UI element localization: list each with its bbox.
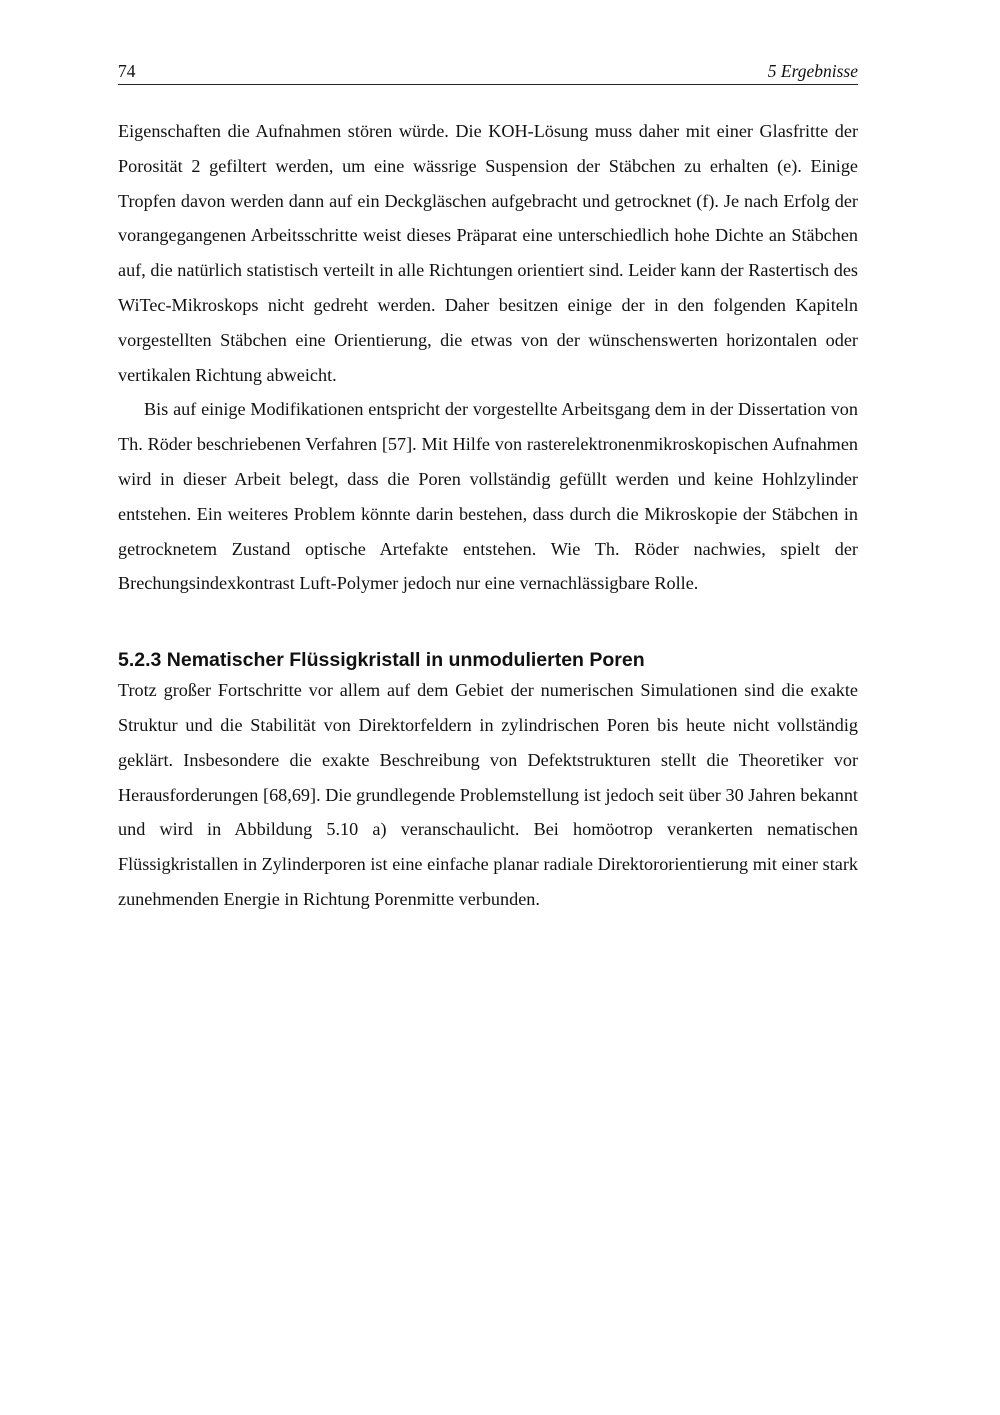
paragraph-continuation: Eigenschaften die Aufnahmen stören würde. Die KOH-Lösung muss daher mit einer Glasfritte der Porosität 2 gefiltert werden, um eine wässrige Suspension der Stäbchen zu erhalten (e). Einige Tropfen davon werden dann auf ein Deckgläschen aufgebracht und getrocknet (f). Je nach Erfolg der vorangegangenen Arbeitsschritte weist dieses Präparat eine unterschiedlich hohe Dichte an Stäbchen auf, die natürlich statistisch verteilt in alle Richtungen orientiert sind. Leider kann der Rastertisch des WiTec-Mikroskops nicht gedreht werden. Daher besitzen einige der in den folgenden Kapiteln vorgestellten Stäbchen eine Orientierung, die etwas von der wünschenswerten horizontalen oder vertikalen Richtung abweicht.: [118, 121, 858, 385]
page-number: 74: [118, 61, 136, 81]
paragraph-procedure: Bis auf einige Modifikationen entspricht der vorgestellte Arbeitsgang dem in der Dissertation von Th. Röder beschriebenen Verfahren [57]. Mit Hilfe von rasterelektronenmikroskopischen Aufnahmen wird in dieser Arbeit belegt, dass die Poren vollständig gefüllt werden und keine Hohlzylinder entstehen. Ein weiteres Problem könnte darin bestehen, dass durch die Mikroskopie der Stäbchen in getrocknetem Zustand optische Artefakte entstehen. Wie Th. Röder nachwies, spielt der Brechungsindexkontrast Luft-Polymer jedoch nur eine vernachlässigbare Rolle.: [118, 399, 858, 594]
chapter-title: 5 Ergebnisse: [767, 61, 858, 81]
document-page: [118, 58, 858, 917]
body-text: [118, 114, 858, 917]
running-header: [118, 58, 858, 85]
section-heading: 5.2.3 Nematischer Flüssigkristall in unmodulierten Poren: [118, 649, 645, 672]
section-paragraph: Trotz großer Fortschritte vor allem auf dem Gebiet der numerischen Simulationen sind die exakte Struktur und die Stabilität von Direktorfeldern in zylindrischen Poren bis heute nicht vollständig geklärt. Insbesondere die exakte Beschreibung von Defektstrukturen stellt die Theoretiker vor Herausforderungen [68,69]. Die grundlegende Problemstellung ist jedoch seit über 30 Jahren bekannt und wird in Abbildung 5.10 a) veranschaulicht. Bei homöotrop verankerten nematischen Flüssigkristallen in Zylinderporen ist eine einfache planar radiale Direktororientierung mit einer stark zunehmenden Energie in Richtung Porenmitte verbunden.: [118, 680, 858, 909]
